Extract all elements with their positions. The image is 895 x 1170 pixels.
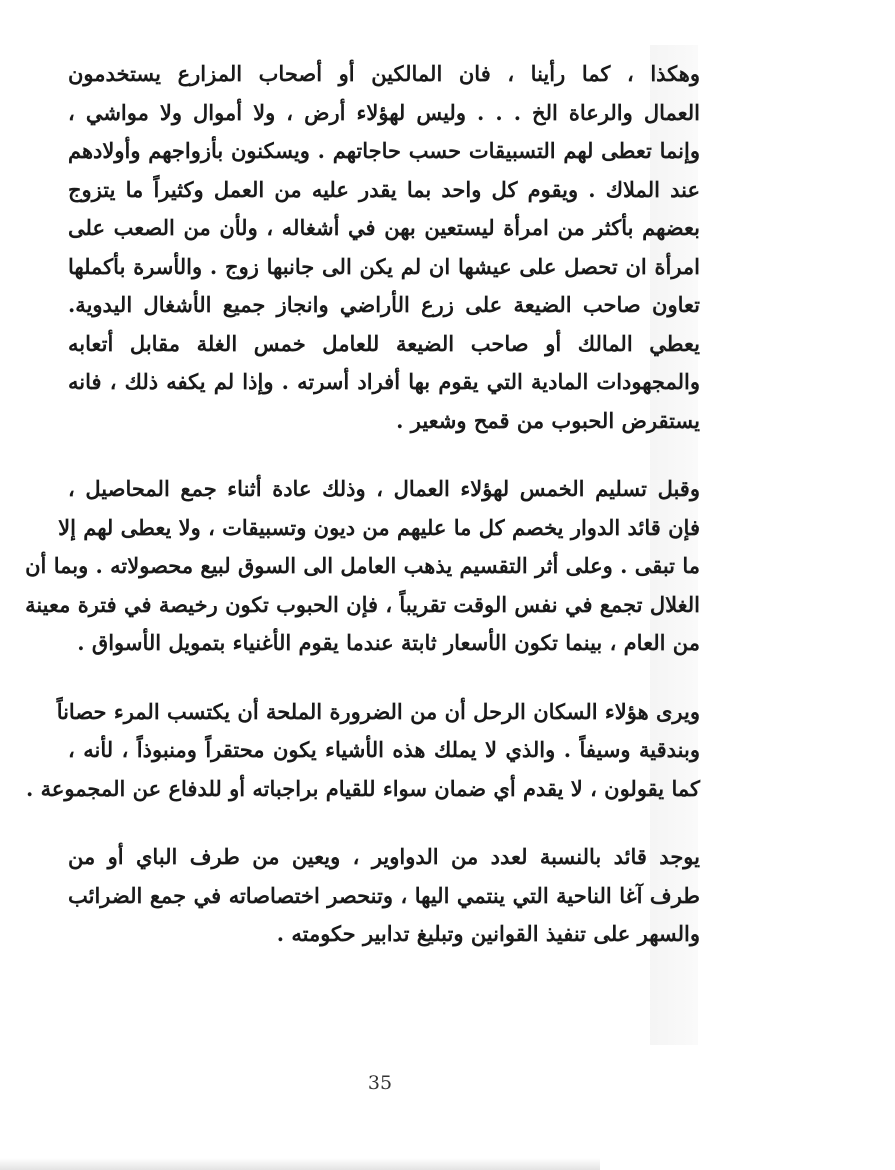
text-line: يوجد قائد بالنسبة لعدد من الدواوير ، ويعين من طرف الباي أو من bbox=[68, 844, 700, 869]
page-body bbox=[25, 55, 700, 954]
text-line: كما يقولون ، لا يقدم أي ضمان سواء للقيام براجباته أو للدفاع عن المجموعة . bbox=[26, 775, 700, 801]
text-line: تعاون صاحب الضيعة على زرع الأراضي وانجاز جميع الأشغال اليدوية. bbox=[68, 292, 700, 317]
text-line: فإن قائد الدوار يخصم كل ما عليهم من ديون وتسبيقات ، ولا يعطى لهم إلا bbox=[58, 514, 700, 540]
text-line: الغلال تجمع في نفس الوقت تقريباً ، فإن الحبوب تكون رخيصة في فترة معينة bbox=[25, 591, 700, 617]
text-line: وبندقية وسيفاً . والذي لا يملك هذه الأشياء يكون محتقراً ومنبوذاً ، لأنه ، bbox=[68, 737, 700, 762]
text-line: ويرى هؤلاء السكان الرحل أن من الضرورة الملحة أن يكتسب المرء حصاناً bbox=[56, 698, 700, 724]
text-line: بعضهم بأكثر من امرأة ليستعين بهن في أشغاله ، ولأن من الصعب على bbox=[68, 215, 700, 240]
text-line: وهكذا ، كما رأينا ، فان المالكين أو أصحاب المزارع يستخدمون bbox=[68, 61, 700, 86]
text-line: وإنما تعطى لهم التسبيقات حسب حاجاتهم . ويسكنون بأزواجهم وأولادهم bbox=[68, 138, 700, 163]
paragraph-1 bbox=[68, 55, 700, 440]
text-line: والسهر على تنفيذ القوانين وتبليغ تدابير حكومته . bbox=[276, 921, 700, 946]
text-line: وقبل تسليم الخمس لهؤلاء العمال ، وذلك عادة أثناء جمع المحاصيل ، bbox=[68, 476, 700, 501]
text-line: يعطي المالك أو صاحب الضيعة للعامل خمس الغلة مقابل أتعابه bbox=[68, 330, 700, 356]
text-line: عند الملاك . ويقوم كل واحد بما يقدر عليه من العمل وكثيراً ما يتزوج bbox=[68, 176, 700, 202]
paragraph-4 bbox=[68, 838, 700, 954]
text-line: امرأة ان تحصل على عيشها ان لم يكن الى جانبها زوج . والأسرة بأكملها bbox=[68, 253, 700, 279]
paragraph-2 bbox=[25, 470, 700, 663]
text-line: ما تبقى . وعلى أثر التقسيم يذهب العامل الى السوق لبيع محصولاته . وبما أن bbox=[25, 553, 700, 578]
text-line: العمال والرعاة الخ . . . وليس لهؤلاء أرض ، ولا أموال ولا مواشي ، bbox=[68, 99, 700, 125]
scan-bottom-edge bbox=[0, 1158, 600, 1170]
text-line: يستقرض الحبوب من قمح وشعير . bbox=[396, 407, 700, 433]
paragraph-3 bbox=[26, 693, 700, 809]
text-line: من العام ، بينما تكون الأسعار ثابتة عندما يقوم الأغنياء بتمويل الأسواق . bbox=[77, 630, 700, 655]
text-line: والمجهودات المادية التي يقوم بها أفراد أسرته . وإذا لم يكفه ذلك ، فانه bbox=[68, 369, 700, 394]
text-line: طرف آغا الناحية التي ينتمي اليها ، وتنحصر اختصاصاته في جمع الضرائب bbox=[68, 882, 700, 908]
page-number: 35 bbox=[367, 1072, 393, 1094]
